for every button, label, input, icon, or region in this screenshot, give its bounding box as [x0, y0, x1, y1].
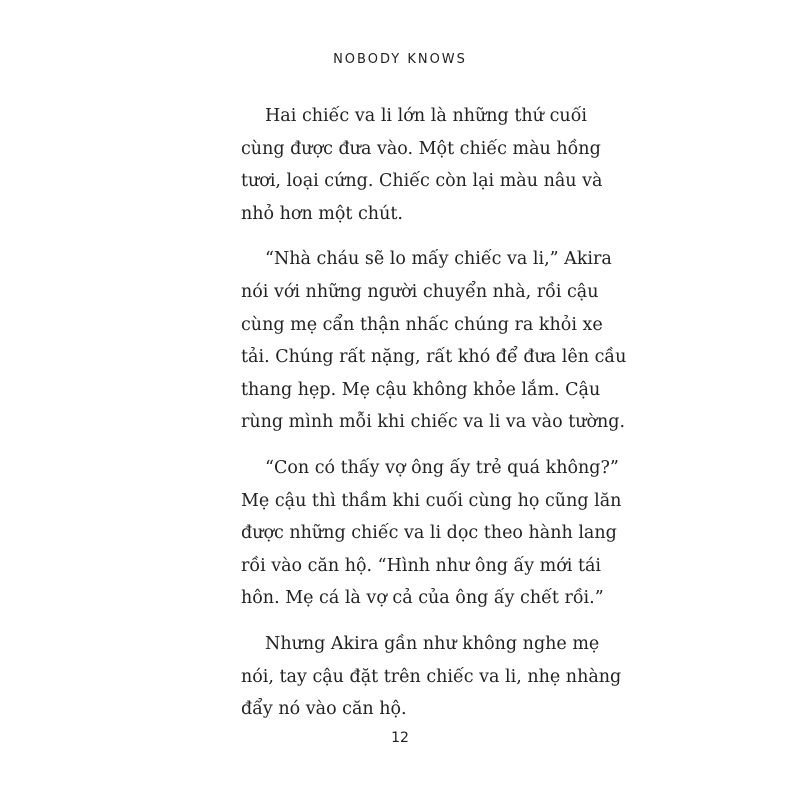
- text-line: hôn. Mẹ cá là vợ cả của ông ấy chết rồi.”: [241, 588, 604, 609]
- paragraph-3: [217, 452, 622, 615]
- text-line: được những chiếc va li dọc theo hành lang: [241, 523, 617, 544]
- text-line: tải. Chúng rất nặng, rất khó để đưa lên cầu: [241, 347, 627, 368]
- text-line: Nhưng Akira gần như không nghe mẹ: [265, 633, 600, 654]
- text-line: nói với những người chuyển nhà, rồi cậu: [241, 281, 599, 302]
- text-line: Hai chiếc va li lớn là những thứ cuối: [265, 106, 587, 126]
- body-text: [217, 100, 627, 739]
- text-line: “Nhà cháu sẽ lo mấy chiếc va li,” Akira: [265, 249, 612, 270]
- text-line: “Con có thấy vợ ông ấy trẻ quá không?”: [265, 457, 619, 478]
- text-line: tươi, loại cứng. Chiếc còn lại màu nâu và: [241, 171, 603, 192]
- text-line: Mẹ cậu thì thầm khi cuối cùng họ cũng lăn: [241, 490, 622, 511]
- text-line: rồi vào căn hộ. “Hình như ông ấy mới tái: [241, 555, 602, 576]
- paragraph-2: [217, 243, 627, 439]
- text-line: thang hẹp. Mẹ cậu không khỏe lắm. Cậu: [241, 379, 601, 400]
- running-head: NOBODY KNOWS: [333, 52, 467, 67]
- text-line: cùng được đưa vào. Một chiếc màu hồng: [241, 138, 601, 159]
- text-line: cùng mẹ cẩn thận nhấc chúng ra khỏi xe: [241, 314, 603, 335]
- paragraph-4: [217, 628, 622, 726]
- paragraph-1: [217, 100, 603, 230]
- text-line: nhỏ hơn một chút.: [241, 203, 403, 224]
- text-line: rùng mình mỗi khi chiếc va li va vào tường.: [241, 412, 626, 433]
- text-line: nói, tay cậu đặt trên chiếc va li, nhẹ nhàng: [241, 666, 622, 687]
- text-line: đẩy nó vào căn hộ.: [241, 699, 407, 720]
- page-number: 12: [391, 730, 409, 746]
